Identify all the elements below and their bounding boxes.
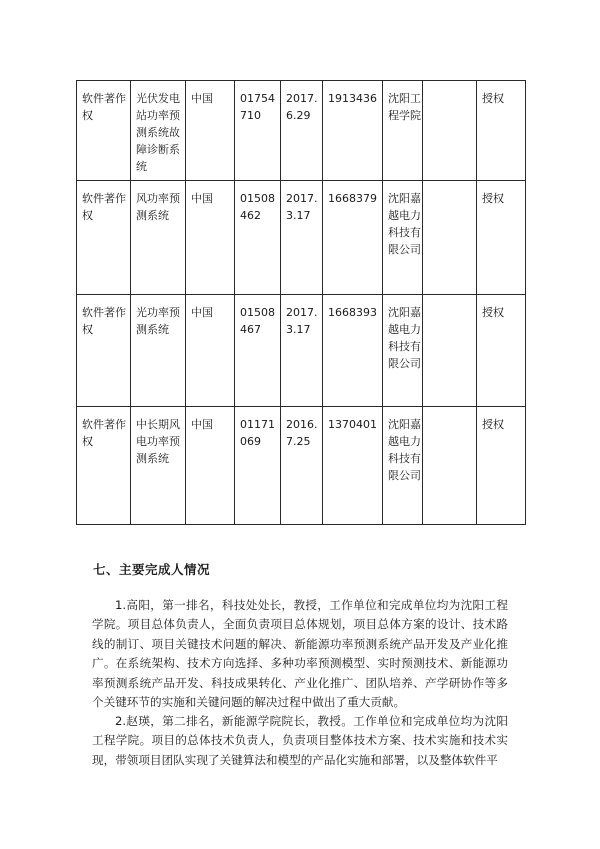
country-cell: 中国	[186, 295, 235, 407]
inventor-cell	[423, 81, 477, 181]
number-cell: 01508467	[235, 295, 281, 407]
paragraph: 2.赵瑛，第二排名，新能源学院院长，教授。工作单位和完成单位均为沈阳工程学院。项目的总体技术负责人，负责项目整体技术方案、技术实施和技术实现，带领项目团队实现了关键算法和模型的产品化实施和部署，以及整体软件平	[92, 714, 508, 767]
date-cell: 2017.6.29	[281, 81, 323, 181]
name-cell: 光伏发电站功率预测系统故障诊断系统	[131, 81, 186, 181]
status-cell: 授权	[477, 407, 526, 525]
inventor-cell	[423, 295, 477, 407]
owner-cell: 沈阳工程学院	[383, 81, 423, 181]
name-cell: 风功率预测系统	[131, 181, 186, 295]
country-cell: 中国	[186, 81, 235, 181]
status-cell: 授权	[477, 81, 526, 181]
number-cell: 01508462	[235, 181, 281, 295]
cert-cell: 1668393	[323, 295, 383, 407]
owner-cell: 沈阳嘉越电力科技有限公司	[383, 295, 423, 407]
table-row	[77, 181, 526, 295]
inventor-cell	[423, 407, 477, 525]
type-cell: 软件著作权	[77, 181, 131, 295]
type-cell: 软件著作权	[77, 81, 131, 181]
type-cell: 软件著作权	[77, 295, 131, 407]
paragraph: 1.高阳，第一排名，科技处处长，教授，工作单位和完成单位均为沈阳工程学院。项目总体负责人，全面负责项目总体规划，项目总体方案的设计、技术路线的制订、项目关键技术问题的解决、新能源功率预测系统产品开发及产业化推广。在系统架构、技术方向选择、多种功率预测模型、实时预测技术、新能源功率预测系统产品开发、科技成果转化、产业化推广、团队培养、产学研协作等多个关键环节的实施和关键问题的解决过程中做出了重大贡献。	[92, 598, 508, 710]
date-cell: 2017.3.17	[281, 181, 323, 295]
name-cell: 光功率预测系统	[131, 295, 186, 407]
status-cell: 授权	[477, 295, 526, 407]
type-cell: 软件著作权	[77, 407, 131, 525]
date-cell: 2016.7.25	[281, 407, 323, 525]
country-cell: 中国	[186, 181, 235, 295]
owner-cell: 沈阳嘉越电力科技有限公司	[383, 407, 423, 525]
inventor-cell	[423, 181, 477, 295]
owner-cell: 沈阳嘉越电力科技有限公司	[383, 181, 423, 295]
country-cell: 中国	[186, 407, 235, 525]
name-cell: 中长期风电功率预测系统	[131, 407, 186, 525]
cert-cell: 1913436	[323, 81, 383, 181]
cert-cell: 1370401	[323, 407, 383, 525]
cert-cell: 1668379	[323, 181, 383, 295]
table-row	[77, 81, 526, 181]
number-cell: 01171069	[235, 407, 281, 525]
date-cell: 2017.3.17	[281, 295, 323, 407]
section-heading: 七、主要完成人情况	[93, 562, 211, 577]
number-cell: 01754710	[235, 81, 281, 181]
ip-table	[76, 80, 526, 525]
status-cell: 授权	[477, 181, 526, 295]
table-row	[77, 295, 526, 407]
table-row	[77, 407, 526, 525]
